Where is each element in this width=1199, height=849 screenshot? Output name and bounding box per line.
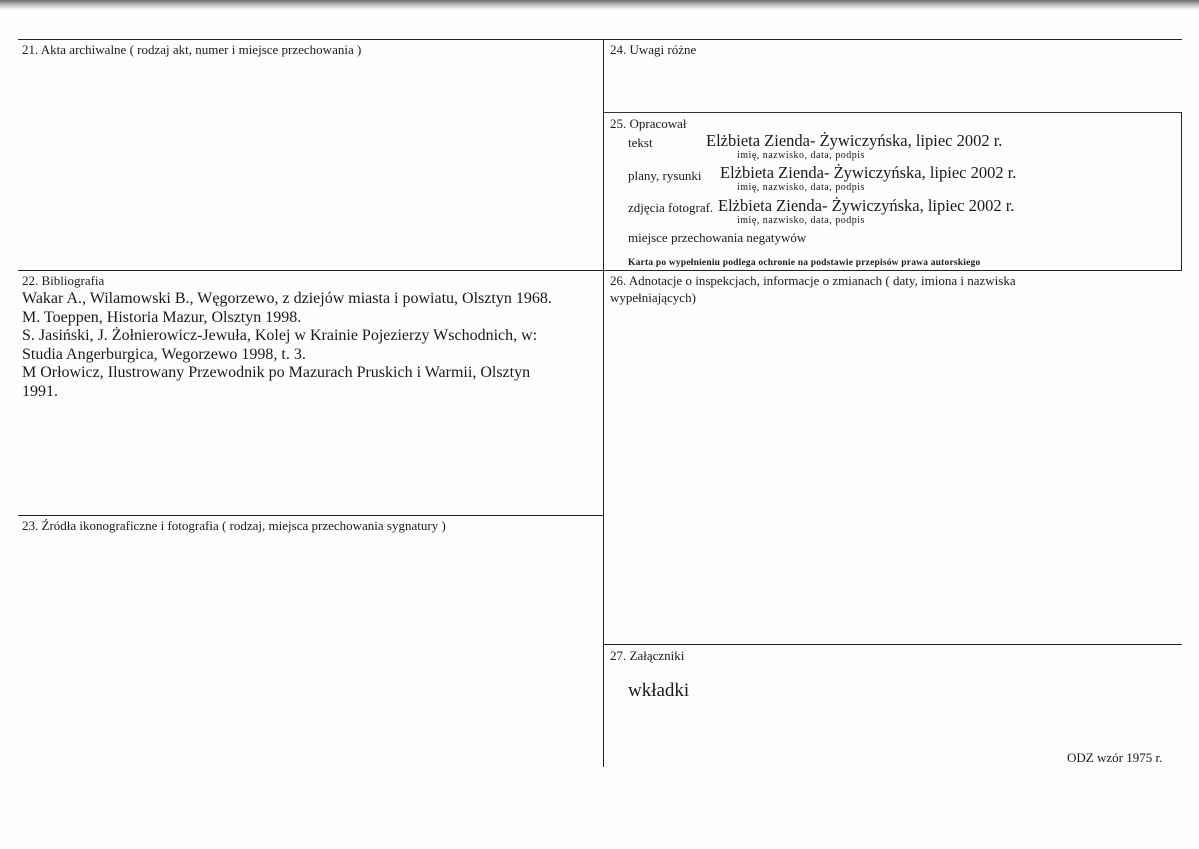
section-27-title: 27. Załączniki (610, 648, 685, 663)
rule-middle-vertical (603, 39, 604, 767)
attachments-value: wkładki (628, 680, 690, 701)
bibliography-entry: Studia Angerburgica, Wegorzewo 1998, t. 3. (22, 345, 306, 363)
section-25-title: 25. Opracował (610, 116, 687, 131)
rule-right-edge-25 (1181, 112, 1182, 270)
author-photos-caption: imię, nazwisko, data, podpis (737, 215, 865, 226)
bibliography-entry: M. Toeppen, Historia Mazur, Olsztyn 1998. (22, 308, 302, 326)
section-26-title: 26. Adnotacje o inspekcjach, informacje o zmianach ( daty, imiona i nazwiska (610, 273, 1016, 288)
rule-row2 (18, 270, 1182, 271)
author-plans-value: Elżbieta Zienda- Żywiczyńska, lipiec 2002 r. (720, 163, 1017, 182)
rule-24-25 (604, 112, 1182, 113)
author-plans-label: plany, rysunki (628, 168, 702, 183)
rule-top (18, 39, 1182, 40)
copyright-notice: Karta po wypełnieniu podlega ochronie na podstawie przepisów prawa autorskiego (628, 258, 981, 268)
author-photos-value: Elżbieta Zienda- Żywiczyńska, lipiec 2002 r. (718, 196, 1015, 215)
bibliography-entry: 1991. (22, 382, 58, 400)
scan-top-band (0, 0, 1199, 10)
rule-22-23 (18, 515, 604, 516)
section-24-title: 24. Uwagi różne (610, 42, 697, 57)
author-text-caption: imię, nazwisko, data, podpis (737, 150, 865, 161)
section-22-title: 22. Bibliografia (22, 273, 105, 288)
bibliography-list (22, 290, 552, 402)
form-version-footer: ODZ wzór 1975 r. (1067, 750, 1163, 765)
author-text-value: Elżbieta Zienda- Żywiczyńska, lipiec 2002 r. (706, 131, 1003, 150)
bibliography-entry: Wakar A., Wilamowski B., Węgorzewo, z dziejów miasta i powiatu, Olsztyn 1968. (22, 290, 552, 307)
section-26-title-continued: wypełniających) (610, 290, 696, 305)
negatives-location-label: miejsce przechowania negatywów (628, 230, 807, 245)
author-text-label: tekst (628, 135, 653, 150)
bibliography-entry: S. Jasiński, J. Żołnierowicz-Jewuła, Kolej w Krainie Pojezierzy Wschodnich, w: (22, 327, 538, 345)
section-23-title: 23. Źródła ikonograficzne i fotografia ( rodzaj, miejsca przechowania sygnatury ) (22, 518, 446, 533)
author-plans-caption: imię, nazwisko, data, podpis (737, 182, 865, 193)
bibliography-entry: M Orłowicz, Ilustrowany Przewodnik po Mazurach Pruskich i Warmii, Olsztyn (22, 364, 531, 382)
rule-26-27 (604, 644, 1182, 645)
author-photos-label: zdjęcia fotograf. (628, 200, 714, 215)
section-21-title: 21. Akta archiwalne ( rodzaj akt, numer i miejsce przechowania ) (22, 42, 362, 57)
